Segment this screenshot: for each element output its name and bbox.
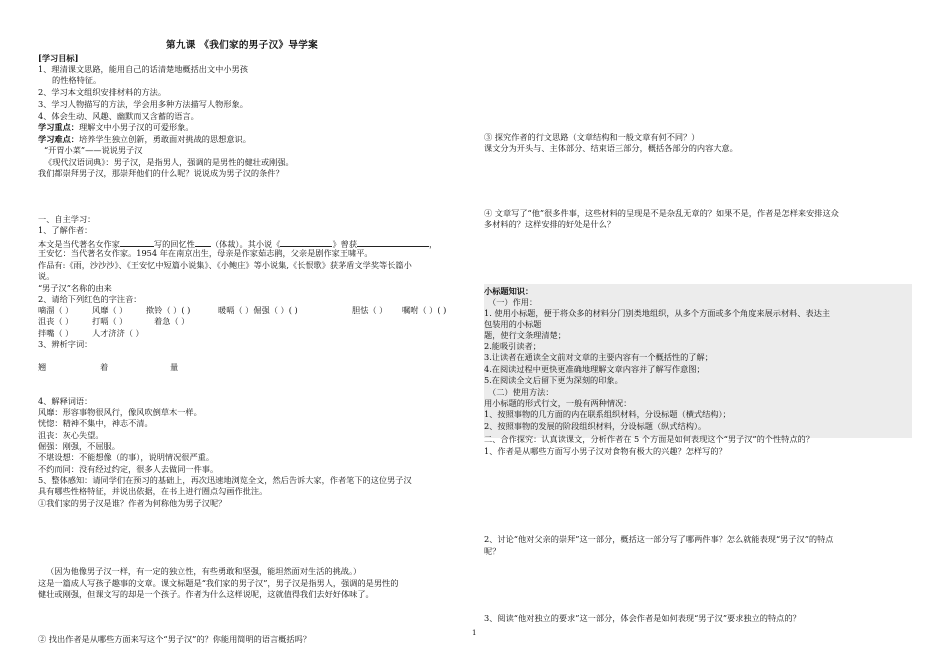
difficulty-text: 培养学生独立创新，勇敢面对挑战的思想意识。 [78,134,251,144]
word-char: 着 [100,362,109,372]
knowledge-line: 题，使行文条理清楚； [484,330,566,340]
inquiry-question-1: 1、作者是从哪些方面写小男子汉对食物有极大的兴趣？怎样写的？ [484,446,727,456]
key-point-label: 学习重点： [38,122,79,132]
author-bio: 王安忆：当代著名女作家。1954 年在南京出生，母亲是作家茹志鹃，父亲是剧作家王啸平。 [38,248,373,258]
author-works-cont: 说。 [38,271,55,281]
answer-1-explain: 这是一篇成人写孩子趣事的文章。课文标题是“我们家的男子汉”，男子汉是指男人，强调的是男性的 [38,578,399,588]
knowledge-line: 4.在阅读过程中更快更准确地理解文章内容并了解写作意图； [484,364,705,374]
pinyin-item: 嘱咐（ ）( ) [402,305,447,315]
novel-blank[interactable] [280,237,332,247]
author-text-a: 本文是当代著名女作家 [38,239,120,249]
key-point [38,122,194,133]
overview-task-cont: 具有哪些性格特征，并说出依据，在书上进行圈点勾画作批注。 [38,486,268,496]
knowledge-line: （二）使用方法： [488,387,554,397]
word-char: 翘 [38,362,47,372]
cooperative-inquiry-heading: 二、合作探究：认真读课文，分析作者在 5 个方面是如何表现这个“男子汉”的个性特点的？ [484,434,814,444]
pinyin-item: 揿铃（ ）( ) [146,305,191,315]
pinyin-item: 着急（ ） [154,316,190,326]
word-char: 量 [170,362,179,372]
knowledge-line: 2.能吸引读者； [484,341,541,351]
question-4: ④ 文章写了“他”很多件事，这些材料的呈现是不是杂乱无章的？如果不是，作者是怎样来安排这众 [484,208,839,218]
pinyin-item: 胆怯（ ） [352,305,388,315]
definitions-heading: 4、解释词语： [38,396,93,406]
knowledge-line: （一）作用： [488,297,538,307]
pinyin-item: 沮丧（ ） [38,316,74,326]
knowledge-line: 包装用的小标题 [484,319,542,329]
knowledge-line: 用小标题的形式行文，一般有两种情况： [484,398,632,408]
goal-item: 4、体会生动、风趣、幽默而又含蓄的语言。 [38,111,199,121]
goals-heading: [学习目标] [38,53,79,63]
author-heading: 1、了解作者： [38,225,93,235]
definition-item: 不约而同：没有经过约定，很多人去做同一件事。 [38,464,219,474]
knowledge-line: 3.让读者在通读全文前对文章的主要内容有一个概括性的了解； [484,352,713,362]
subtitle-knowledge-heading: 小标题知识： [484,286,534,296]
question-2: ② 找出作者是从哪些方面来写这个“男子汉”的？你能用简明的语言概括吗？ [38,634,311,644]
page-title: 第九课 《我们家的男子汉》导学案 [166,40,319,51]
question-3: ③ 探究作者的行文思路（文章结构和一般文章有何不同？） [484,132,700,142]
difficulty-point [38,134,251,145]
goal-item: 的性格特征。 [52,75,102,85]
pinyin-item: 人才济济（ ） [92,328,144,338]
question-1: ①我们家的男子汉是谁？作者为何称他为男子汉呢？ [38,498,227,508]
inquiry-question-2: 2、讨论“他对父亲的崇拜”这一部分，概括这一部分写了哪两件事？怎么就能表现“男子汉”的特点 [484,534,834,544]
definition-item: 风靡：形容事物很风行，像风吹倒草木一样。 [38,407,202,417]
pinyin-heading: 2、请给下列红色的字注音： [38,294,142,304]
knowledge-line: 1. 使用小标题，便于将众多的材料分门别类地组织，从多个方面或多个角度来展示材料、表达主 [484,308,831,318]
answer-1-explain-cont: 健壮或刚强，但课文写的却是一个孩子。作者为什么这样说呢，这就值得我们去好好体味了。 [38,589,374,599]
answer-3: 课文分为开头与、主体部分、结束语三部分，概括各部分的内容大意。 [484,143,738,153]
intro-heading: “开胃小菜”——说说男子汉 [44,145,143,155]
overview-task: 5、整体感知：请同学们在预习的基础上，再次迅速地浏览全文，然后告诉大家，作者笔下的这位男子汉 [38,475,412,485]
knowledge-line: 1、按照事物的几方面的内在联系组织材料，分设标题（横式结构）； [484,409,731,419]
author-text-b: 写的回忆性 [153,239,195,249]
key-point-text: 理解文中小男子汉的可爱形象。 [78,122,194,132]
goal-item: 1、理清课文思路，能用自己的话清楚地概括出文中小男孩 [38,64,248,74]
genre-blank[interactable] [195,237,211,247]
inquiry-question-2-cont: 呢？ [484,546,501,556]
page-number: 1 [472,629,477,637]
author-text-e: ， [429,239,438,249]
inquiry-question-3: 3、阅读“他对独立的要求”这一部分，体会作者是如何表现“男子汉”要求独立的特点的？ [484,613,801,623]
definition-item: 倔强：刚强，不屈服。 [38,441,120,451]
answer-1: （因为他像男子汉一样，有一定的独立性，有些勇敢和坚强，能坦然面对生活的挑战。） [46,566,362,576]
intro-question: 我们都崇拜男子汉，那崇拜他们的什么呢？说说成为男子汉的条件？ [38,168,284,178]
author-blank[interactable] [120,237,154,247]
award-blank[interactable] [357,237,429,247]
goal-item: 2、学习本文组织安排材料的方法。 [38,87,167,97]
definition-item: 沮丧：灰心失望。 [38,430,104,440]
knowledge-line: 5.在阅读全文后留下更为深刻的印象。 [484,375,623,385]
definition-item: 不堪设想：不能想像（的事），说明情况很严重。 [38,452,215,462]
self-study-heading: 一、自主学习： [38,214,96,224]
author-text-c: （体裁）。其小说《 [210,239,281,249]
intro-definition: 《现代汉语词典》：男子汉，是指男人，强调的是男性的健壮或刚强。 [44,157,294,167]
author-text-d: 》曾获 [332,239,358,249]
pinyin-item: 打嗝（ ） [92,316,128,326]
pinyin-item: 嘀溜（ ） [38,305,74,315]
question-4-cont: 多材料的？这样安排的好处是什么？ [484,219,616,229]
pinyin-item: 拌嘴（ ） [38,328,74,338]
pinyin-item: 风靡（ ） [92,305,128,315]
word-distinguish-heading: 3、辨析字词： [38,339,93,349]
knowledge-line: 2、按照事物的发展的阶段组织材料，分设标题（纵式结构）。 [484,421,707,431]
pinyin-item: 暖嗝（ ）倔强（ ）( ) [218,305,298,315]
goal-item: 3、学习人物描写的方法，学会用多种方法描写人物形象。 [38,99,248,109]
name-origin: “男子汉”名称的由来 [38,283,112,293]
author-works: 作品有:《雨，沙沙沙》、《王安忆中短篇小说集》、《小鲍庄》等小说集,《长恨歌》获茅盾文学奖等长篇小 [38,260,412,270]
definition-item: 恍惚：精神不集中，神志不清。 [38,418,153,428]
difficulty-label: 学习难点： [38,134,79,144]
